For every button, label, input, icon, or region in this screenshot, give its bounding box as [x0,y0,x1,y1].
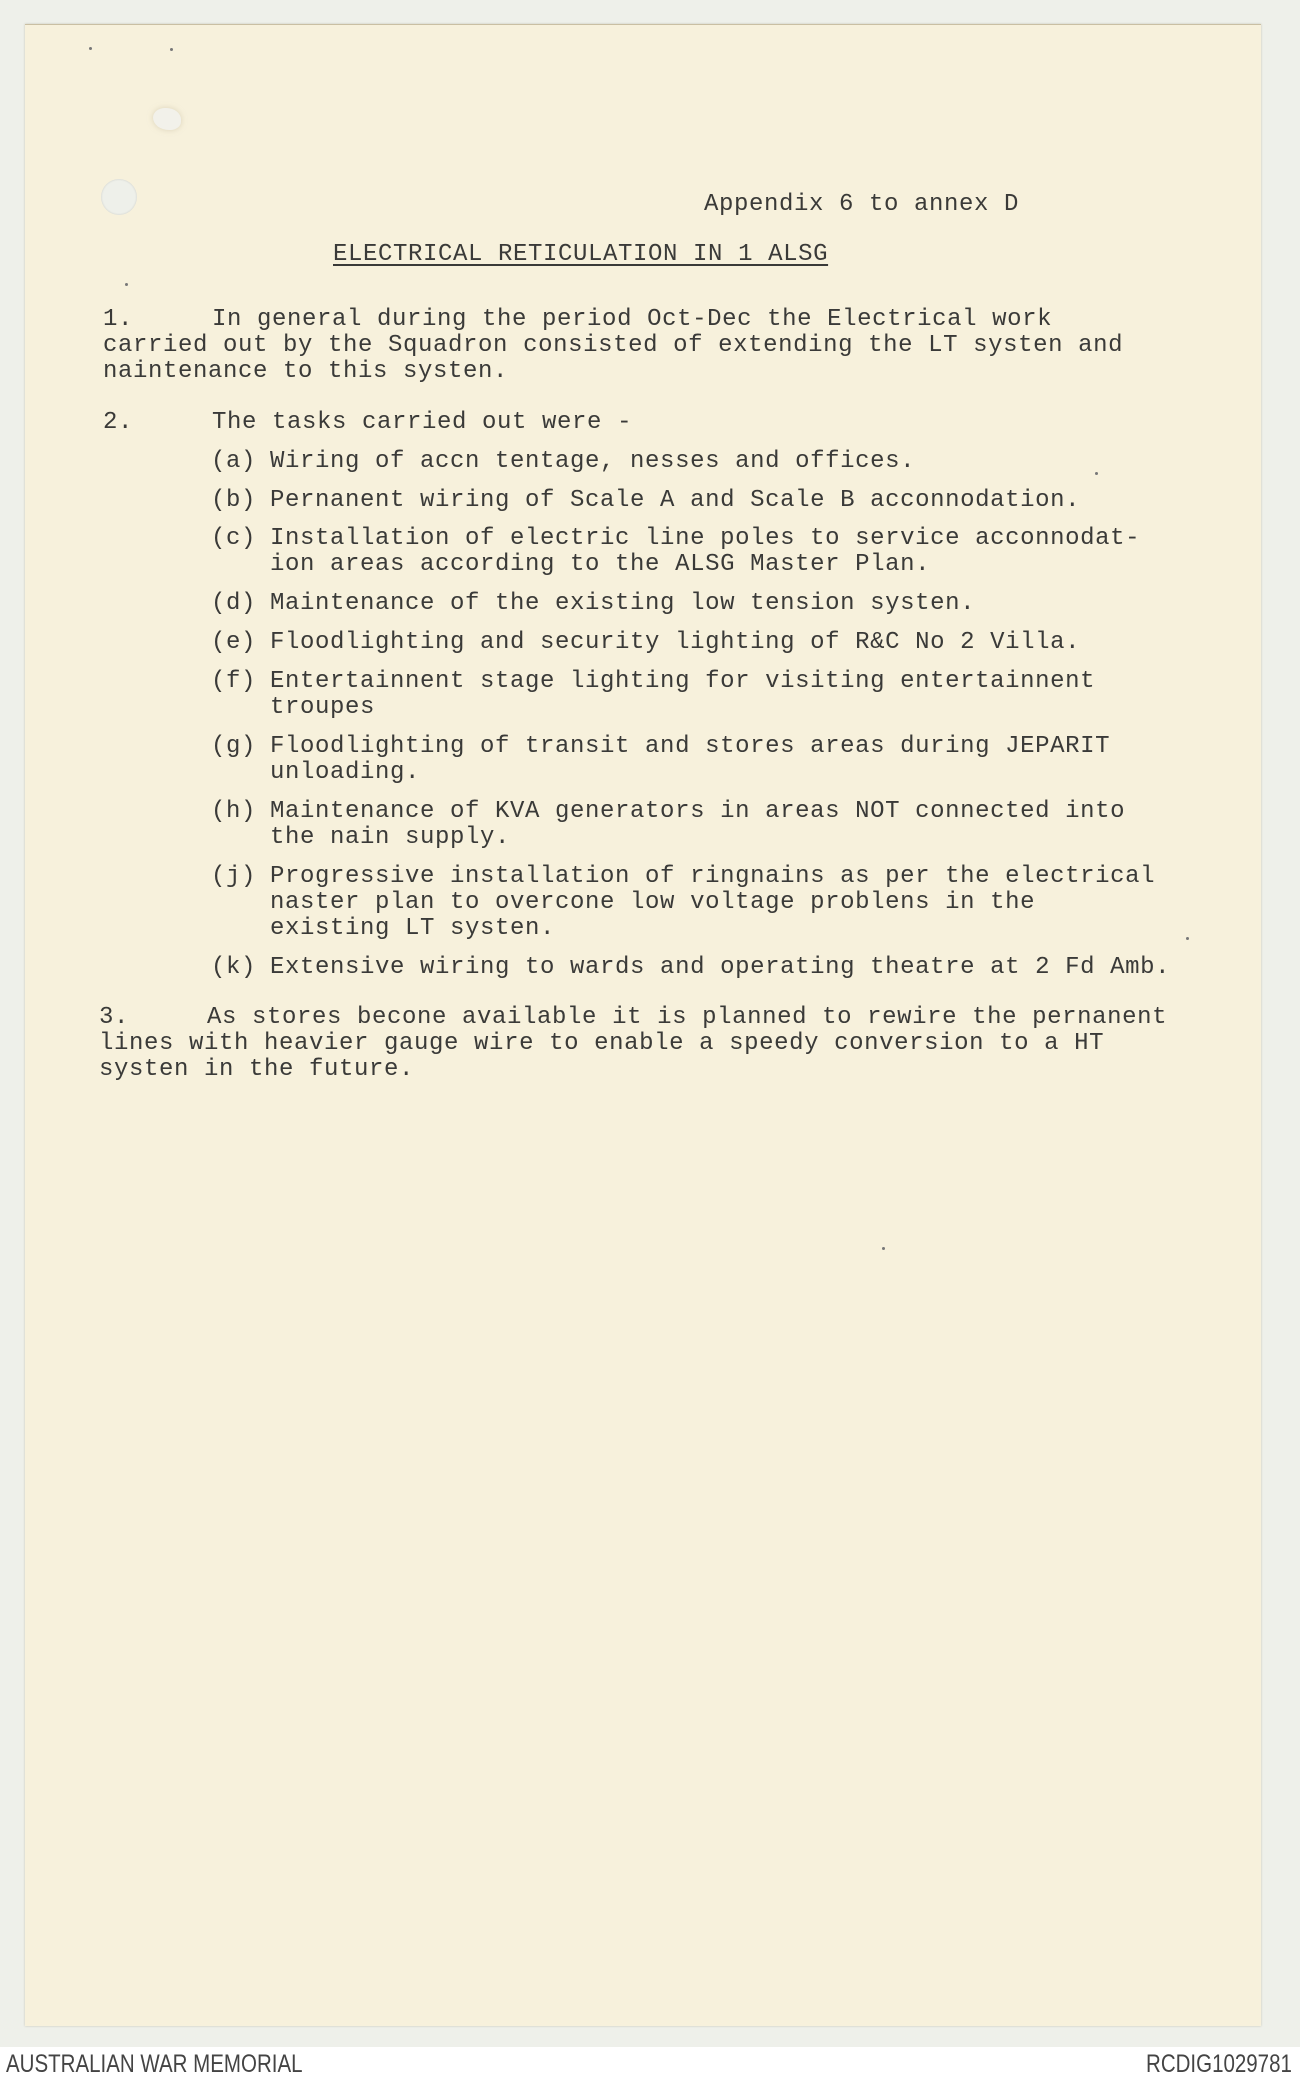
task-item-text: Maintenance of KVA generators in areas NOT connected into [270,798,1126,825]
paragraph-3-line: lines with heavier gauge wire to enable a speedy conversion to a HT [99,1030,1105,1057]
punch-hole [101,179,137,215]
task-item-text: naster plan to overcone low voltage problens in the [270,889,1036,916]
paper-speck [125,283,128,286]
task-item-text: Entertainnent stage lighting for visiting entertainnent [270,668,1096,695]
paragraph-1-line: naintenance to this systen. [103,358,509,385]
paragraph-1-line: In general during the period Oct-Dec the Electrical work [212,306,1053,333]
task-item-text: Floodlighting and security lighting of R&C No 2 Villa. [270,629,1081,656]
paper-speck [1095,472,1098,475]
task-item-text: Installation of electric line poles to service acconnodat- [270,525,1141,552]
task-item-label: (e) [211,629,257,656]
task-item-label: (h) [211,798,257,825]
paragraph-2-intro: The tasks carried out were - [212,409,633,436]
task-item-label: (k) [211,954,257,981]
task-item-text: existing LT systen. [270,915,556,942]
task-item-text: Wiring of accn tentage, nesses and offices. [270,448,916,475]
task-item-text: Floodlighting of transit and stores areas during JEPARIT [270,733,1111,760]
paragraph-3-number: 3. [99,1004,130,1031]
paragraph-3-line: systen in the future. [99,1056,415,1083]
paper-speck [882,1247,885,1250]
task-item-text: ion areas according to the ALSG Master Plan. [270,551,931,578]
task-item-text: unloading. [270,759,421,786]
task-item-label: (b) [211,487,257,514]
record-id: RCDIG1029781 [1146,2050,1292,2078]
task-item-text: troupes [270,694,376,721]
paragraph-2-number: 2. [103,409,134,436]
paragraph-3-line: As stores becone available it is planned to rewire the pernanent [207,1004,1168,1031]
task-item-label: (g) [211,733,257,760]
paragraph-1-number: 1. [103,306,134,333]
task-item-text: the nain supply. [270,824,511,851]
institution-credit: AUSTRALIAN WAR MEMORIAL [6,2050,303,2078]
paper-speck [1186,937,1189,940]
task-item-text: Maintenance of the existing low tension systen. [270,590,976,617]
document-title: ELECTRICAL RETICULATION IN 1 ALSG [333,241,829,268]
paper-speck [89,47,92,50]
task-item-label: (d) [211,590,257,617]
task-item-text: Pernanent wiring of Scale A and Scale B acconnodation. [270,487,1081,514]
task-item-text: Progressive installation of ringnains as per the electrical [270,863,1156,890]
paper-speck [170,48,173,51]
task-item-label: (f) [211,668,257,695]
paragraph-1-line: carried out by the Squadron consisted of extending the LT systen and [103,332,1124,359]
task-item-label: (c) [211,525,257,552]
paper-tear-mark [153,108,181,130]
task-item-label: (j) [211,863,257,890]
task-item-text: Extensive wiring to wards and operating theatre at 2 Fd Amb. [270,954,1171,981]
appendix-reference: Appendix 6 to annex D [704,191,1020,218]
task-item-label: (a) [211,448,257,475]
